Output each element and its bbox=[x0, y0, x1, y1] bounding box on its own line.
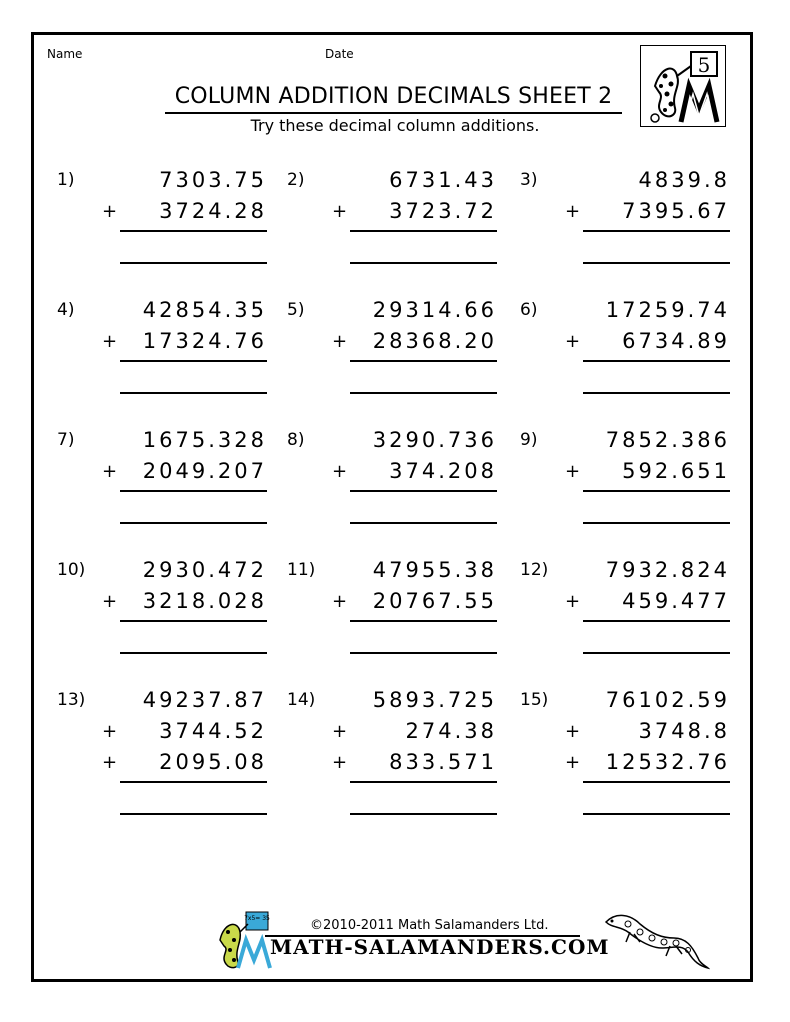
plus-sign: + bbox=[332, 461, 348, 482]
problem-number: 5) bbox=[287, 300, 305, 320]
answer-line[interactable] bbox=[583, 652, 730, 654]
addend-row bbox=[287, 170, 497, 200]
addend-value: 2930.472 bbox=[142, 558, 267, 582]
plus-sign: + bbox=[102, 201, 118, 222]
sum-line bbox=[583, 490, 730, 492]
answer-line[interactable] bbox=[583, 262, 730, 264]
plus-sign: + bbox=[102, 331, 118, 352]
plus-sign: + bbox=[102, 752, 118, 773]
lizard-illustration bbox=[600, 908, 710, 970]
problem-number: 7) bbox=[57, 430, 75, 450]
addend-value: 76102.59 bbox=[605, 688, 730, 712]
addend-value: 2095.08 bbox=[159, 750, 267, 774]
addend-value: 49237.87 bbox=[142, 688, 267, 712]
addend-row bbox=[57, 300, 267, 330]
problem-number: 12) bbox=[520, 560, 549, 580]
addend-row bbox=[520, 300, 730, 330]
addend-value: 3744.52 bbox=[159, 719, 267, 743]
answer-line[interactable] bbox=[350, 392, 497, 394]
plus-sign: + bbox=[332, 591, 348, 612]
plus-sign: + bbox=[332, 721, 348, 742]
addend-row bbox=[520, 430, 730, 460]
addend-row-with-plus bbox=[287, 591, 497, 621]
addend-value: 20767.55 bbox=[372, 589, 497, 613]
addend-row-with-plus bbox=[57, 752, 267, 782]
addend-row bbox=[287, 690, 497, 720]
addend-value: 7303.75 bbox=[159, 168, 267, 192]
addend-row-with-plus bbox=[287, 721, 497, 751]
answer-line[interactable] bbox=[583, 813, 730, 815]
addend-row-with-plus bbox=[57, 721, 267, 751]
addend-row-with-plus bbox=[57, 591, 267, 621]
sum-line bbox=[120, 620, 267, 622]
plus-sign: + bbox=[102, 591, 118, 612]
answer-line[interactable] bbox=[350, 813, 497, 815]
answer-line[interactable] bbox=[583, 392, 730, 394]
answer-line[interactable] bbox=[350, 522, 497, 524]
addend-value: 12532.76 bbox=[605, 750, 730, 774]
problem-number: 15) bbox=[520, 690, 549, 710]
answer-line[interactable] bbox=[120, 813, 267, 815]
addend-row bbox=[57, 170, 267, 200]
sum-line bbox=[583, 360, 730, 362]
problem-number: 6) bbox=[520, 300, 538, 320]
sum-line bbox=[583, 781, 730, 783]
page-subtitle: Try these decimal column additions. bbox=[250, 116, 540, 135]
problem-number: 4) bbox=[57, 300, 75, 320]
plus-sign: + bbox=[565, 591, 581, 612]
problem-12 bbox=[520, 560, 750, 670]
plus-sign: + bbox=[565, 461, 581, 482]
addend-row-with-plus bbox=[520, 591, 730, 621]
addend-row bbox=[520, 560, 730, 590]
addend-row-with-plus bbox=[287, 201, 497, 231]
problem-7 bbox=[57, 430, 287, 540]
plus-sign: + bbox=[102, 461, 118, 482]
addend-value: 1675.328 bbox=[142, 428, 267, 452]
problem-number: 14) bbox=[287, 690, 316, 710]
addend-value: 29314.66 bbox=[372, 298, 497, 322]
addend-row-with-plus bbox=[287, 461, 497, 491]
problem-number: 2) bbox=[287, 170, 305, 190]
problem-6 bbox=[520, 300, 750, 410]
addend-row bbox=[520, 170, 730, 200]
grade-number: 5 bbox=[697, 53, 711, 77]
answer-line[interactable] bbox=[583, 522, 730, 524]
blackboard-text: 7x5= 35 bbox=[244, 915, 270, 922]
answer-line[interactable] bbox=[120, 652, 267, 654]
problem-number: 13) bbox=[57, 690, 86, 710]
addend-value: 4839.8 bbox=[638, 168, 730, 192]
addend-row bbox=[57, 560, 267, 590]
addend-row bbox=[520, 690, 730, 720]
page-title: COLUMN ADDITION DECIMALS SHEET 2 bbox=[174, 84, 613, 109]
addend-row bbox=[287, 560, 497, 590]
addend-value: 374.208 bbox=[389, 459, 497, 483]
sum-line bbox=[350, 230, 497, 232]
addend-value: 7932.824 bbox=[605, 558, 730, 582]
addend-value: 7395.67 bbox=[622, 199, 730, 223]
addend-row-with-plus bbox=[287, 752, 497, 782]
addend-row-with-plus bbox=[520, 201, 730, 231]
name-label: Name bbox=[47, 47, 83, 61]
sum-line bbox=[120, 781, 267, 783]
addend-value: 5893.725 bbox=[372, 688, 497, 712]
addend-value: 3724.28 bbox=[159, 199, 267, 223]
addend-row bbox=[287, 430, 497, 460]
problem-number: 10) bbox=[57, 560, 86, 580]
sum-line bbox=[120, 490, 267, 492]
plus-sign: + bbox=[102, 721, 118, 742]
problem-5 bbox=[287, 300, 517, 410]
addend-value: 17259.74 bbox=[605, 298, 730, 322]
problem-number: 11) bbox=[287, 560, 316, 580]
answer-line[interactable] bbox=[350, 262, 497, 264]
problem-8 bbox=[287, 430, 517, 540]
footer-logo bbox=[210, 910, 272, 970]
sum-line bbox=[350, 781, 497, 783]
addend-value: 592.651 bbox=[622, 459, 730, 483]
problem-4 bbox=[57, 300, 287, 410]
sum-line bbox=[583, 230, 730, 232]
addend-row-with-plus bbox=[57, 461, 267, 491]
addend-value: 47955.38 bbox=[372, 558, 497, 582]
problem-number: 1) bbox=[57, 170, 75, 190]
sum-line bbox=[120, 230, 267, 232]
plus-sign: + bbox=[332, 201, 348, 222]
plus-sign: + bbox=[565, 331, 581, 352]
addend-value: 274.38 bbox=[405, 719, 497, 743]
problem-9 bbox=[520, 430, 750, 540]
copyright-text: ©2010-2011 Math Salamanders Ltd. bbox=[310, 918, 549, 933]
salamander-blackboard-icon bbox=[210, 910, 272, 970]
sum-line bbox=[120, 360, 267, 362]
sum-line bbox=[350, 620, 497, 622]
addend-value: 3748.8 bbox=[638, 719, 730, 743]
addend-value: 3723.72 bbox=[389, 199, 497, 223]
answer-line[interactable] bbox=[120, 522, 267, 524]
sum-line bbox=[350, 360, 497, 362]
addend-row bbox=[57, 690, 267, 720]
problem-1 bbox=[57, 170, 287, 280]
sum-line bbox=[583, 620, 730, 622]
addend-row-with-plus bbox=[520, 752, 730, 782]
problem-number: 8) bbox=[287, 430, 305, 450]
addend-value: 3218.028 bbox=[142, 589, 267, 613]
addend-value: 42854.35 bbox=[142, 298, 267, 322]
addend-row bbox=[287, 300, 497, 330]
addend-row-with-plus bbox=[287, 331, 497, 361]
addend-value: 17324.76 bbox=[142, 329, 267, 353]
grade-logo bbox=[640, 45, 726, 127]
addend-value: 2049.207 bbox=[142, 459, 267, 483]
problem-number: 9) bbox=[520, 430, 538, 450]
lizard-icon bbox=[600, 908, 710, 970]
plus-sign: + bbox=[332, 331, 348, 352]
plus-sign: + bbox=[565, 201, 581, 222]
addend-row-with-plus bbox=[520, 721, 730, 751]
salamander-grade-icon bbox=[641, 46, 725, 126]
addend-value: 28368.20 bbox=[372, 329, 497, 353]
answer-line[interactable] bbox=[120, 262, 267, 264]
plus-sign: + bbox=[565, 752, 581, 773]
addend-row bbox=[57, 430, 267, 460]
answer-line[interactable] bbox=[120, 392, 267, 394]
problem-11 bbox=[287, 560, 517, 670]
date-label: Date bbox=[325, 47, 354, 61]
addend-value: 6731.43 bbox=[389, 168, 497, 192]
answer-line[interactable] bbox=[350, 652, 497, 654]
title-underline bbox=[165, 112, 622, 114]
sum-line bbox=[350, 490, 497, 492]
site-brand[interactable]: MATH-SALAMANDERS.COM bbox=[270, 935, 610, 959]
addend-value: 459.477 bbox=[622, 589, 730, 613]
problem-13 bbox=[57, 690, 287, 800]
problem-10 bbox=[57, 560, 287, 670]
addend-value: 833.571 bbox=[389, 750, 497, 774]
problem-14 bbox=[287, 690, 517, 800]
addend-row-with-plus bbox=[57, 201, 267, 231]
problem-15 bbox=[520, 690, 750, 800]
addend-row-with-plus bbox=[520, 461, 730, 491]
problem-number: 3) bbox=[520, 170, 538, 190]
addend-row-with-plus bbox=[57, 331, 267, 361]
plus-sign: + bbox=[332, 752, 348, 773]
addend-value: 7852.386 bbox=[605, 428, 730, 452]
addend-value: 3290.736 bbox=[372, 428, 497, 452]
problem-2 bbox=[287, 170, 517, 280]
addend-row-with-plus bbox=[520, 331, 730, 361]
problem-3 bbox=[520, 170, 750, 280]
plus-sign: + bbox=[565, 721, 581, 742]
addend-value: 6734.89 bbox=[622, 329, 730, 353]
